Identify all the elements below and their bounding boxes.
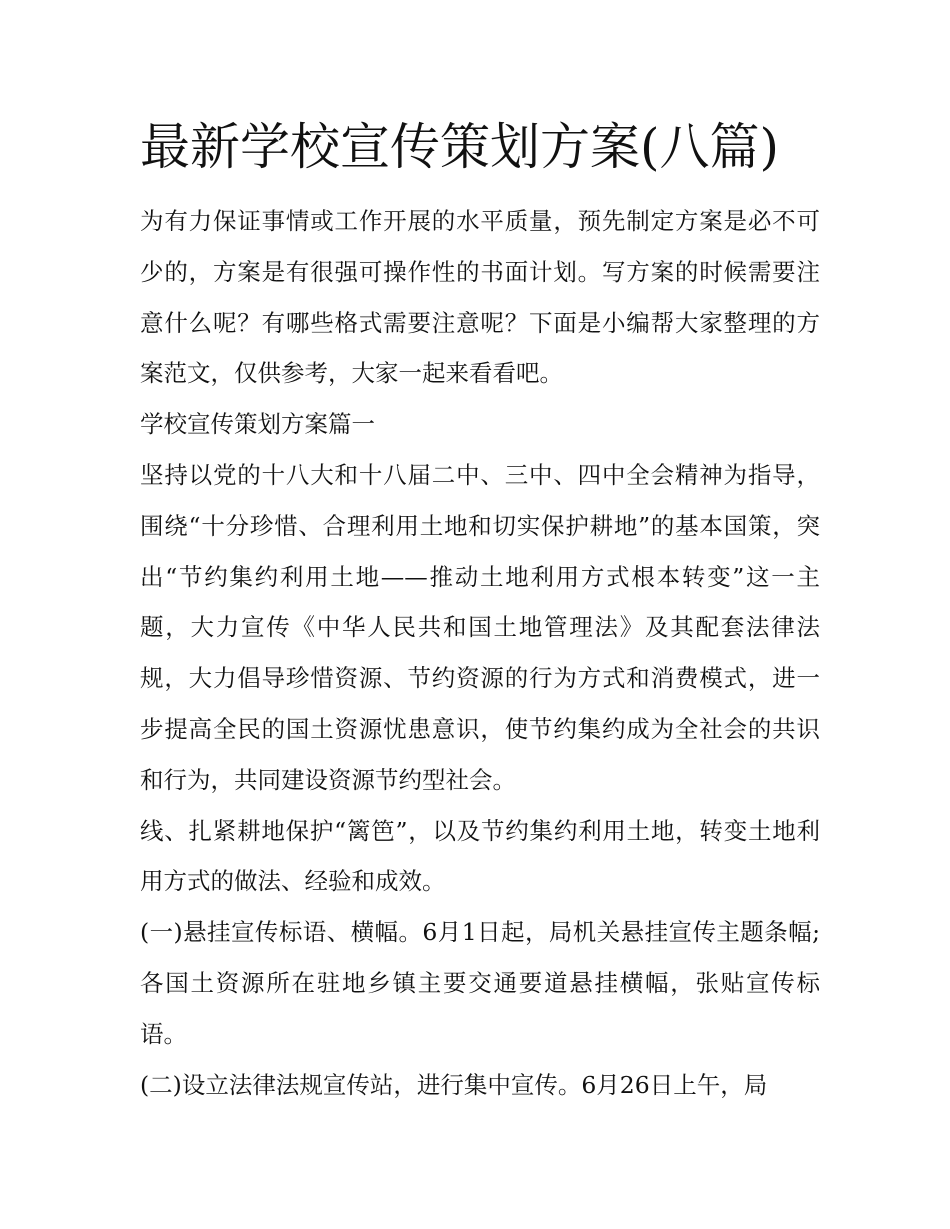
focus-paragraph: 线、扎紧耕地保护“篱笆”，以及节约集约利用土地，转变土地利用方式的做法、经验和成效。 xyxy=(140,816,820,896)
section-heading: 学校宣传策划方案篇一 xyxy=(140,410,375,439)
intro-paragraph: 为有力保证事情或工作开展的水平质量，预先制定方案是必不可少的，方案是有很强可操作性的书面计划。写方案的时候需要注意什么呢？有哪些格式需要注意呢？下面是小编帮大家整理的方案范文，仅供参考，大家一起来看看吧。 xyxy=(140,207,820,388)
activity-two-paragraph: (二)设立法律法规宣传站，进行集中宣传。6月26日上午，局 xyxy=(140,1070,768,1099)
activity-one-paragraph: (一)悬挂宣传标语、横幅。6月1日起，局机关悬挂宣传主题条幅;各国土资源所在驻地乡镇主要交通要道悬挂横幅，张贴宣传标语。 xyxy=(140,918,820,1048)
document-title: 最新学校宣传策划方案(八篇) xyxy=(140,118,780,176)
guiding-principle-paragraph: 坚持以党的十八大和十八届二中、三中、四中全会精神为指导，围绕“十分珍惜、合理利用土地和切实保护耕地”的基本国策，突出“节约集约利用土地——推动土地利用方式根本转变”这一主题，大力宣传《中华人民共和国土地管理法》及其配套法律法规，大力倡导珍惜资源、节约资源的行为方式和消费模式，进一步提高全民的国土资源忧患意识，使节约集约成为全社会的共识和行为，共同建设资源节约型社会。 xyxy=(140,460,820,794)
document-body xyxy=(140,196,820,1110)
